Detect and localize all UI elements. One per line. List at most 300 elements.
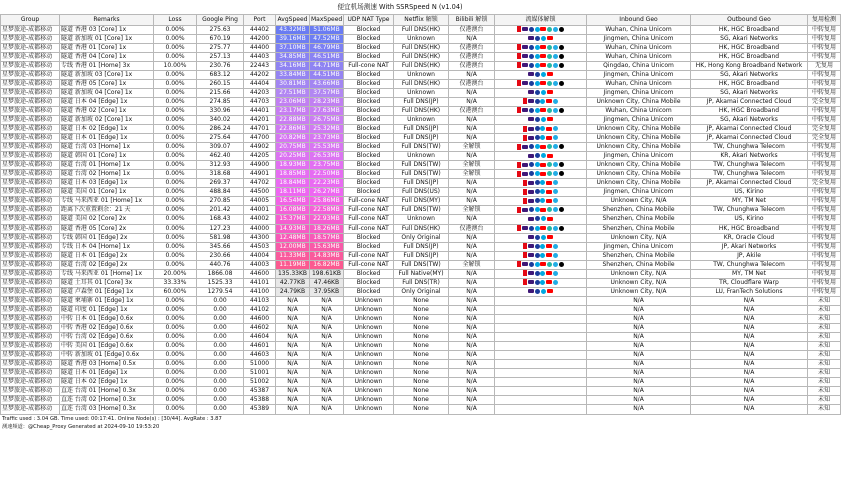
- pr-icon: [541, 289, 546, 294]
- cell-avg-speed: N/A: [276, 305, 310, 314]
- cell-bilibili: N/A: [449, 242, 495, 251]
- cell-inbound-geo: N/A: [587, 342, 691, 351]
- hbo-icon: [522, 108, 528, 112]
- pr-icon: [535, 207, 540, 212]
- cell-avg-speed: 43.32MB: [276, 25, 310, 34]
- cell-group: 星梦旅途-成都移动: [1, 342, 60, 351]
- cell-google-ping: 275.77: [197, 43, 244, 52]
- cell-reuse-check: 中转复用: [808, 115, 841, 124]
- cell-avg-speed: 135.33KB: [276, 269, 310, 278]
- cell-max-speed: 198.61KB: [310, 269, 344, 278]
- hbo-icon: [528, 253, 534, 257]
- cell-reuse-check: 中转复用: [808, 197, 841, 206]
- cell-outbound-geo: TW, Chunghwa Telecom: [691, 143, 808, 152]
- cell-google-ping: 275.63: [197, 25, 244, 34]
- cell-reuse-check: 未知: [808, 351, 841, 360]
- dp-icon: [529, 81, 534, 86]
- cell-port: 44200: [244, 34, 276, 43]
- cell-port: 44404: [244, 79, 276, 88]
- table-row: [1, 170, 841, 179]
- column-header-outbound-geo: Outbound Geo: [691, 15, 808, 26]
- cell-group: 星梦旅途-成都移动: [1, 25, 60, 34]
- cell-avg-speed: 20.82MB: [276, 134, 310, 143]
- column-header-udp-nat: UDP NAT Type: [344, 15, 394, 26]
- tv-icon: [547, 63, 552, 68]
- dp-icon: [535, 135, 540, 140]
- cell-loss: 0.00%: [154, 224, 197, 233]
- cell-loss: 33.33%: [154, 278, 197, 287]
- dp-icon: [535, 280, 540, 285]
- cell-streaming: [495, 188, 587, 197]
- cell-loss: 0.00%: [154, 88, 197, 97]
- cell-udp-nat: Unknown: [344, 315, 394, 324]
- cell-inbound-geo: Unknown City, N/A: [587, 287, 691, 296]
- cell-udp-nat: Unknown: [344, 324, 394, 333]
- cell-udp-nat: Unknown: [344, 360, 394, 369]
- cell-netflix: Unknown: [394, 215, 449, 224]
- pr-icon: [540, 253, 545, 258]
- cell-max-speed: 37.95KB: [310, 287, 344, 296]
- table-row: [1, 405, 841, 414]
- cell-bilibili: N/A: [449, 360, 495, 369]
- cell-google-ping: 462.40: [197, 152, 244, 161]
- speedtest-table: [0, 14, 841, 415]
- cell-streaming: [495, 224, 587, 233]
- cell-bilibili: N/A: [449, 125, 495, 134]
- table-row: [1, 224, 841, 233]
- cell-streaming: [495, 106, 587, 115]
- cell-netflix: Full DNS(HK): [394, 52, 449, 61]
- yt-icon: [546, 99, 552, 103]
- cell-streaming: [495, 43, 587, 52]
- cell-group: 星梦旅途-成都移动: [1, 315, 60, 324]
- cell-loss: 0.00%: [154, 315, 197, 324]
- cell-udp-nat: Blocked: [344, 115, 394, 124]
- cell-avg-speed: 22.88MB: [276, 115, 310, 124]
- dp-icon: [535, 189, 540, 194]
- cell-port: 51000: [244, 360, 276, 369]
- cell-loss: 0.00%: [154, 296, 197, 305]
- cell-netflix: Full DNS(HK): [394, 224, 449, 233]
- bb-icon: [553, 271, 558, 276]
- cell-udp-nat: Unknown: [344, 342, 394, 351]
- hbo-icon: [528, 90, 534, 94]
- hbo-icon: [528, 199, 534, 203]
- cell-avg-speed: 18.11MB: [276, 188, 310, 197]
- hbo-icon: [522, 226, 528, 230]
- yt-icon: [546, 271, 552, 275]
- cell-inbound-geo: Wuhan, China Unicom: [587, 25, 691, 34]
- cell-avg-speed: N/A: [276, 360, 310, 369]
- cell-bilibili: 仅港澳台: [449, 106, 495, 115]
- cell-bilibili: N/A: [449, 378, 495, 387]
- cell-group: 星梦旅途-成都移动: [1, 378, 60, 387]
- table-row: [1, 143, 841, 152]
- cell-loss: 0.00%: [154, 405, 197, 414]
- table-row: [1, 396, 841, 405]
- cell-udp-nat: Blocked: [344, 233, 394, 242]
- footer-credit: 测速频道：@Cheap_Proxy Generated at 2024-09-10 19:53:20: [2, 423, 160, 430]
- cell-google-ping: 488.84: [197, 188, 244, 197]
- cell-remarks: 隧道 新加坡 04 [Core] 1x: [60, 88, 154, 97]
- cell-reuse-check: 未知: [808, 387, 841, 396]
- cell-max-speed: 37.57MB: [310, 88, 344, 97]
- cell-loss: 0.00%: [154, 106, 197, 115]
- cell-reuse-check: 未知: [808, 342, 841, 351]
- nf-icon: [517, 162, 521, 168]
- cell-netflix: None: [394, 360, 449, 369]
- cell-port: 44402: [244, 25, 276, 34]
- yt-icon: [546, 190, 552, 194]
- cell-google-ping: 683.12: [197, 70, 244, 79]
- cell-group: 星梦旅途-成都移动: [1, 260, 60, 269]
- bb-icon: [553, 207, 558, 212]
- pr-icon: [540, 198, 545, 203]
- nf-icon: [523, 198, 527, 204]
- cell-group: 星梦旅途-成都移动: [1, 161, 60, 170]
- cell-avg-speed: N/A: [276, 405, 310, 414]
- cell-max-speed: 23.75MB: [310, 161, 344, 170]
- nf-icon: [523, 243, 527, 249]
- cell-reuse-check: 未知: [808, 333, 841, 342]
- cell-outbound-geo: HK, HGC Broadband: [691, 52, 808, 61]
- bb-icon: [553, 198, 558, 203]
- pr-icon: [541, 216, 546, 221]
- cell-max-speed: 22.50MB: [310, 170, 344, 179]
- streaming-icons: [517, 107, 564, 115]
- pr-icon: [540, 126, 545, 131]
- cell-remarks: 中转 美国 01 [Edge] 0.6x: [60, 342, 154, 351]
- cell-avg-speed: 12.48MB: [276, 233, 310, 242]
- cell-reuse-check: 中转复用: [808, 278, 841, 287]
- table-row: [1, 251, 841, 260]
- cell-outbound-geo: US, Kirino: [691, 188, 808, 197]
- column-header-port: Port: [244, 15, 276, 26]
- dp-icon: [529, 63, 534, 68]
- cell-reuse-check: 中转复用: [808, 251, 841, 260]
- bb-icon: [553, 54, 558, 59]
- cell-loss: 0.00%: [154, 43, 197, 52]
- cell-group: 星梦旅途-成都移动: [1, 197, 60, 206]
- cell-group: 星梦旅途-成都移动: [1, 179, 60, 188]
- tv-icon: [547, 162, 552, 167]
- cell-streaming: [495, 296, 587, 305]
- dp-icon: [529, 54, 534, 59]
- cell-group: 星梦旅途-成都移动: [1, 188, 60, 197]
- cell-outbound-geo: HK, HGC Broadband: [691, 224, 808, 233]
- cell-avg-speed: 34.16MB: [276, 61, 310, 70]
- cell-port: 44401: [244, 106, 276, 115]
- cell-reuse-check: 未知: [808, 296, 841, 305]
- cell-avg-speed: 14.93MB: [276, 224, 310, 233]
- cell-loss: 0.00%: [154, 34, 197, 43]
- cell-udp-nat: Full-cone NAT: [344, 61, 394, 70]
- streaming-icons: [523, 98, 559, 106]
- cell-udp-nat: Full-cone NAT: [344, 206, 394, 215]
- cell-remarks: 隧道 日本 01 [Edge] 1x: [60, 369, 154, 378]
- yt-icon: [547, 36, 553, 40]
- cell-max-speed: 15.63MB: [310, 242, 344, 251]
- cell-streaming: [495, 206, 587, 215]
- cell-inbound-geo: Jingmen, China Unicom: [587, 88, 691, 97]
- cell-streaming: [495, 305, 587, 314]
- streaming-icons: [517, 225, 564, 233]
- cell-port: 44600: [244, 269, 276, 278]
- nf-icon: [523, 98, 527, 104]
- cell-max-speed: 51.06MB: [310, 25, 344, 34]
- cell-port: 44601: [244, 342, 276, 351]
- cell-remarks: 专线 香港 01 [Home] 3x: [60, 61, 154, 70]
- cell-bilibili: 仅港澳台: [449, 43, 495, 52]
- yt-icon: [540, 163, 546, 167]
- cell-bilibili: N/A: [449, 333, 495, 342]
- cell-loss: 0.00%: [154, 125, 197, 134]
- cell-remarks: 中转 台湾 02 [Edge] 0.6x: [60, 333, 154, 342]
- pr-icon: [541, 235, 546, 240]
- cell-inbound-geo: Qingdao, China Unicom: [587, 61, 691, 70]
- cell-udp-nat: Full-cone NAT: [344, 215, 394, 224]
- cell-remarks: 隧道 台湾 03 [Home] 1x: [60, 143, 154, 152]
- dp-icon: [535, 36, 540, 41]
- cell-max-speed: N/A: [310, 342, 344, 351]
- cell-inbound-geo: N/A: [587, 405, 691, 414]
- cell-port: 51001: [244, 369, 276, 378]
- ab-icon: [559, 54, 564, 59]
- cell-loss: 0.00%: [154, 197, 197, 206]
- cell-loss: 0.00%: [154, 25, 197, 34]
- cell-loss: 0.00%: [154, 152, 197, 161]
- cell-udp-nat: Blocked: [344, 161, 394, 170]
- cell-group: 星梦旅途-成都移动: [1, 106, 60, 115]
- cell-avg-speed: 18.93MB: [276, 161, 310, 170]
- cell-max-speed: 25.86MB: [310, 197, 344, 206]
- pr-icon: [541, 117, 546, 122]
- cell-netflix: Full DNS(JP): [394, 179, 449, 188]
- cell-inbound-geo: N/A: [587, 296, 691, 305]
- cell-inbound-geo: N/A: [587, 396, 691, 405]
- cell-group: 星梦旅途-成都移动: [1, 269, 60, 278]
- dp-icon: [535, 117, 540, 122]
- hbo-icon: [528, 280, 534, 284]
- cell-netflix: Unknown: [394, 70, 449, 79]
- cell-max-speed: 27.63MB: [310, 106, 344, 115]
- cell-udp-nat: Blocked: [344, 143, 394, 152]
- footer: [0, 415, 800, 431]
- cell-reuse-check: 中转复用: [808, 269, 841, 278]
- streaming-icons: [528, 116, 553, 124]
- cell-outbound-geo: N/A: [691, 305, 808, 314]
- cell-outbound-geo: N/A: [691, 342, 808, 351]
- nf-icon: [523, 270, 527, 276]
- pr-icon: [535, 171, 540, 176]
- cell-outbound-geo: HK, HGC Broadband: [691, 106, 808, 115]
- cell-streaming: [495, 88, 587, 97]
- column-header-google-ping: Google Ping: [197, 15, 244, 26]
- cell-loss: 0.00%: [154, 215, 197, 224]
- cell-netflix: None: [394, 315, 449, 324]
- streaming-icons: [523, 279, 559, 287]
- table-row: [1, 161, 841, 170]
- table-row: [1, 269, 841, 278]
- streaming-icons: [517, 53, 564, 61]
- tv-icon: [547, 27, 552, 32]
- cell-port: 44403: [244, 52, 276, 61]
- cell-loss: 0.00%: [154, 179, 197, 188]
- cell-bilibili: N/A: [449, 315, 495, 324]
- cell-bilibili: N/A: [449, 70, 495, 79]
- nf-icon: [517, 26, 521, 32]
- cell-avg-speed: 42.77KB: [276, 278, 310, 287]
- dp-icon: [529, 45, 534, 50]
- cell-netflix: None: [394, 396, 449, 405]
- cell-port: 22443: [244, 61, 276, 70]
- cell-google-ping: 340.02: [197, 115, 244, 124]
- cell-google-ping: 215.66: [197, 88, 244, 97]
- cell-inbound-geo: Jingmen, China Unicom: [587, 242, 691, 251]
- cell-udp-nat: Unknown: [344, 296, 394, 305]
- hbo-icon: [522, 27, 528, 31]
- cell-remarks: 隧道 台湾 02 [Edge] 2x: [60, 260, 154, 269]
- cell-streaming: [495, 215, 587, 224]
- hbo-icon: [528, 235, 534, 239]
- column-header-remarks: Remarks: [60, 15, 154, 26]
- cell-avg-speed: N/A: [276, 378, 310, 387]
- ab-icon: [559, 262, 564, 267]
- cell-remarks: 隧道 美国 02 [Core] 2x: [60, 215, 154, 224]
- bb-icon: [553, 135, 558, 140]
- streaming-icons: [523, 270, 559, 278]
- cell-max-speed: 44.51MB: [310, 70, 344, 79]
- footer-stats: Traffic used : 3.04 GB. Time used: 00:17:41. Online Node(s) : [30/44]. AvgRate : 3.87: [2, 415, 222, 422]
- cell-avg-speed: 30.81MB: [276, 79, 310, 88]
- pr-icon: [540, 280, 545, 285]
- cell-group: 星梦旅途-成都移动: [1, 134, 60, 143]
- cell-port: 44603: [244, 351, 276, 360]
- cell-port: 45389: [244, 405, 276, 414]
- cell-group: 星梦旅途-成都移动: [1, 115, 60, 124]
- cell-streaming: [495, 161, 587, 170]
- cell-loss: 0.00%: [154, 396, 197, 405]
- yt-icon: [540, 63, 546, 67]
- cell-bilibili: 全解锁: [449, 206, 495, 215]
- cell-outbound-geo: TW, Chunghwa Telecom: [691, 260, 808, 269]
- cell-udp-nat: Full-cone NAT: [344, 197, 394, 206]
- streaming-icons: [528, 215, 553, 223]
- cell-google-ping: 0.00: [197, 378, 244, 387]
- ab-icon: [559, 207, 564, 212]
- column-header-group: Group: [1, 15, 60, 26]
- cell-streaming: [495, 387, 587, 396]
- cell-inbound-geo: N/A: [587, 360, 691, 369]
- cell-udp-nat: Unknown: [344, 333, 394, 342]
- table-row: [1, 233, 841, 242]
- yt-icon: [540, 208, 546, 212]
- cell-avg-speed: 16.54MB: [276, 197, 310, 206]
- cell-port: 44103: [244, 296, 276, 305]
- cell-google-ping: 440.76: [197, 260, 244, 269]
- cell-remarks: 专线 韩国 01 [Edge] 2x: [60, 233, 154, 242]
- cell-google-ping: 0.00: [197, 296, 244, 305]
- cell-outbound-geo: N/A: [691, 351, 808, 360]
- cell-avg-speed: N/A: [276, 324, 310, 333]
- cell-netflix: None: [394, 342, 449, 351]
- cell-remarks: 隧道 新加坡 02 [Core] 1x: [60, 115, 154, 124]
- cell-outbound-geo: N/A: [691, 333, 808, 342]
- cell-netflix: Full DNS(US): [394, 188, 449, 197]
- cell-reuse-check: 完全复用: [808, 97, 841, 106]
- yt-icon: [546, 253, 552, 257]
- cell-reuse-check: 中转复用: [808, 43, 841, 52]
- cell-netflix: Full DNS(TW): [394, 143, 449, 152]
- column-header-bilibili: Bilibili 解锁: [449, 15, 495, 26]
- tv-icon: [547, 207, 552, 212]
- table-row: [1, 260, 841, 269]
- cell-streaming: [495, 115, 587, 124]
- cell-streaming: [495, 342, 587, 351]
- cell-remarks: 直连 台湾 02 [Home] 0.3x: [60, 396, 154, 405]
- cell-avg-speed: N/A: [276, 342, 310, 351]
- cell-group: 星梦旅途-成都移动: [1, 333, 60, 342]
- cell-inbound-geo: Shenzhen, China Mobile: [587, 251, 691, 260]
- column-header-inbound-geo: Inbound Geo: [587, 15, 691, 26]
- table-row: [1, 378, 841, 387]
- cell-max-speed: N/A: [310, 333, 344, 342]
- cell-google-ping: 0.00: [197, 333, 244, 342]
- cell-port: 45387: [244, 387, 276, 396]
- streaming-icons: [517, 161, 564, 169]
- cell-inbound-geo: N/A: [587, 315, 691, 324]
- cell-max-speed: 28.23MB: [310, 97, 344, 106]
- hbo-icon: [528, 244, 534, 248]
- yt-icon: [546, 244, 552, 248]
- bb-icon: [553, 171, 558, 176]
- cell-netflix: Full DNS(TW): [394, 260, 449, 269]
- table-row: [1, 315, 841, 324]
- hbo-icon: [528, 136, 534, 140]
- cell-inbound-geo: Shenzhen, China Mobile: [587, 260, 691, 269]
- cell-avg-speed: 34.85MB: [276, 52, 310, 61]
- cell-group: 星梦旅途-成都移动: [1, 61, 60, 70]
- cell-bilibili: N/A: [449, 278, 495, 287]
- cell-netflix: None: [394, 324, 449, 333]
- cell-group: 星梦旅途-成都移动: [1, 224, 60, 233]
- yt-icon: [547, 235, 553, 239]
- cell-avg-speed: N/A: [276, 396, 310, 405]
- cell-outbound-geo: TR, Cloudflare Warp: [691, 278, 808, 287]
- cell-netflix: None: [394, 305, 449, 314]
- cell-google-ping: 0.00: [197, 351, 244, 360]
- tv-icon: [547, 171, 552, 176]
- cell-avg-speed: 22.86MB: [276, 125, 310, 134]
- hbo-icon: [528, 117, 534, 121]
- cell-streaming: [495, 25, 587, 34]
- cell-reuse-check: 中转复用: [808, 188, 841, 197]
- pr-icon: [535, 81, 540, 86]
- cell-reuse-check: 中转复用: [808, 34, 841, 43]
- yt-icon: [546, 127, 552, 131]
- dp-icon: [535, 198, 540, 203]
- cell-group: 星梦旅途-成都移动: [1, 242, 60, 251]
- yt-icon: [547, 117, 553, 121]
- cell-bilibili: N/A: [449, 152, 495, 161]
- cell-reuse-check: 未知: [808, 315, 841, 324]
- cell-port: 44003: [244, 260, 276, 269]
- streaming-icons: [528, 35, 553, 43]
- tv-icon: [547, 45, 552, 50]
- cell-bilibili: N/A: [449, 188, 495, 197]
- cell-bilibili: 全解锁: [449, 143, 495, 152]
- cell-avg-speed: 18.85MB: [276, 170, 310, 179]
